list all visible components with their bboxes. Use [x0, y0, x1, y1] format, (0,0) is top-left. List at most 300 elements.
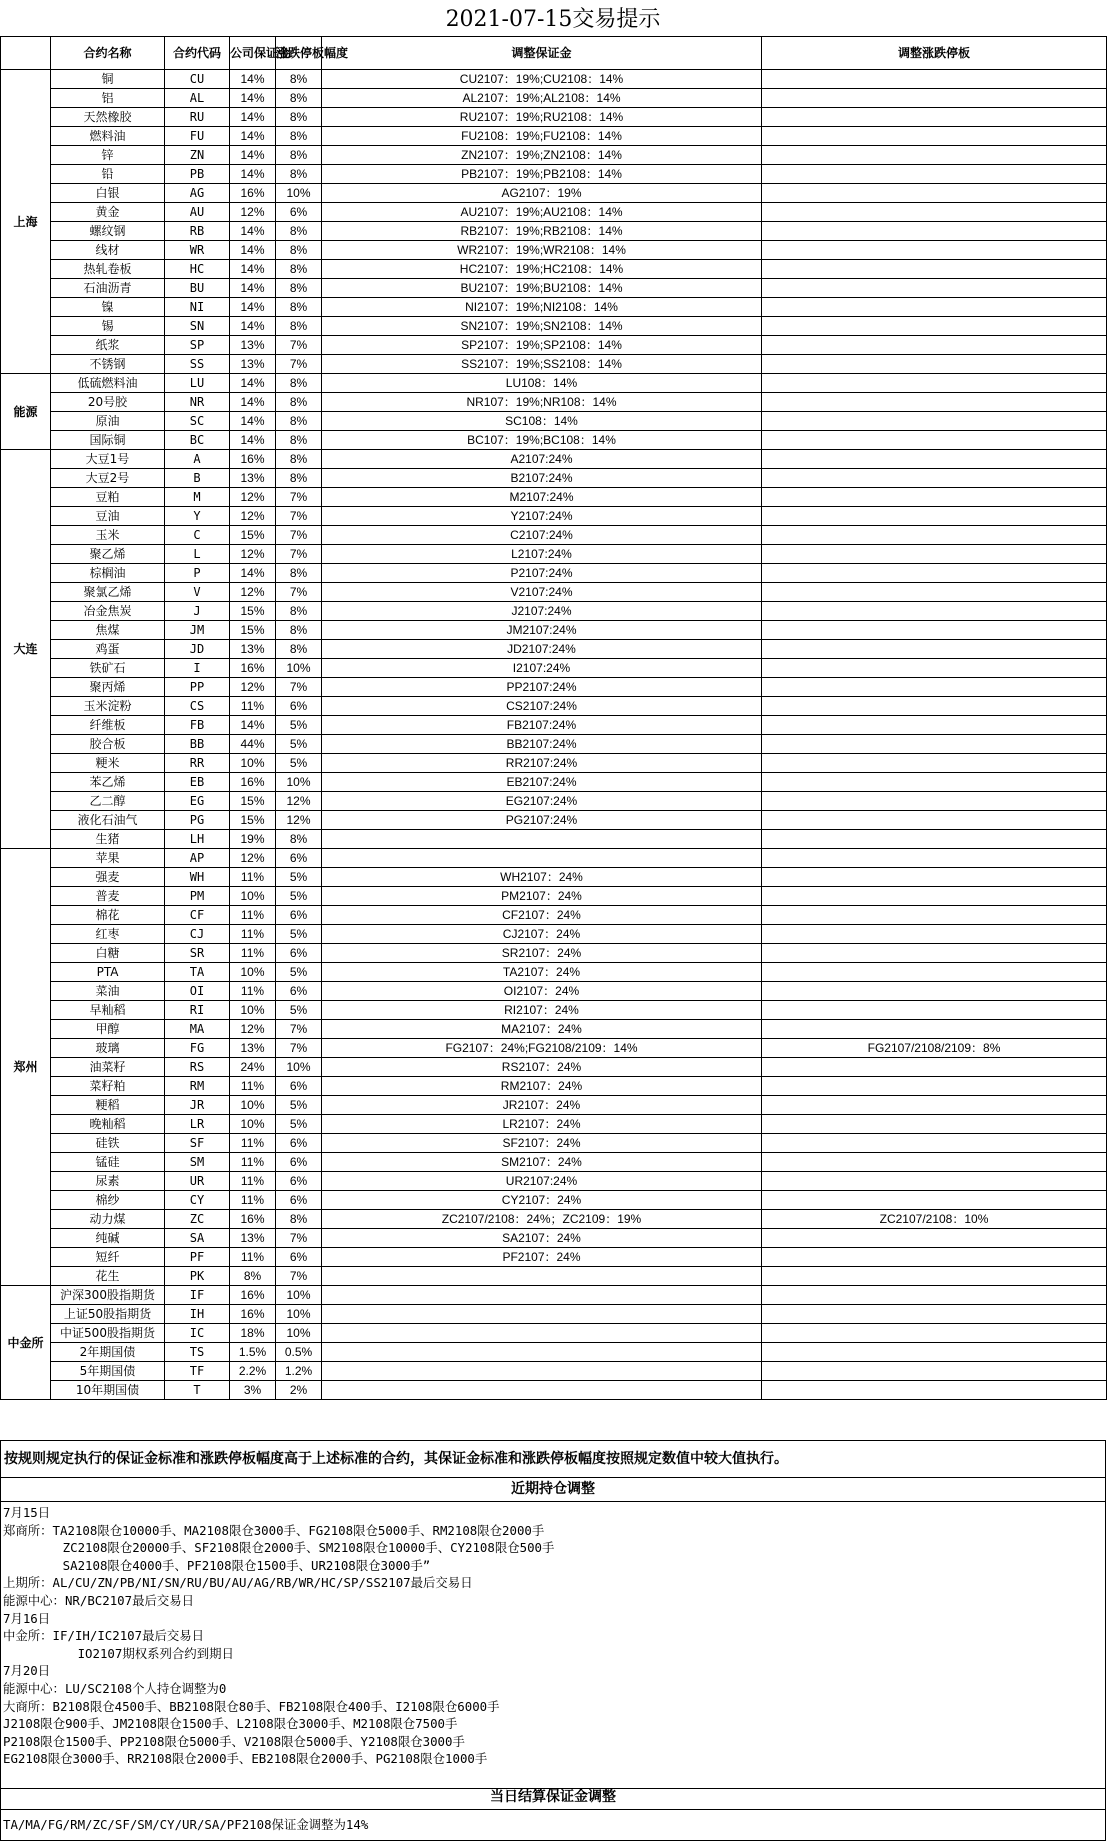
- company-margin-cell: 13%: [230, 336, 276, 355]
- company-margin-cell: 14%: [230, 564, 276, 583]
- contract-name-cell: 冶金焦炭: [51, 602, 165, 621]
- adjusted-margin-cell: EG2107:24%: [322, 792, 762, 811]
- table-header-row: [1, 37, 1107, 70]
- company-margin-cell: 12%: [230, 488, 276, 507]
- company-margin-cell: 11%: [230, 982, 276, 1001]
- contract-name-cell: 早籼稻: [51, 1001, 165, 1020]
- contract-name-cell: 铁矿石: [51, 659, 165, 678]
- adjusted-limit-cell: [762, 773, 1107, 792]
- adjusted-margin-cell: BU2107：19%;BU2108：14%: [322, 279, 762, 298]
- limit-range-cell: 8%: [276, 165, 322, 184]
- contract-name-cell: 中证500股指期货: [51, 1324, 165, 1343]
- contract-name-cell: 聚氯乙烯: [51, 583, 165, 602]
- adjusted-limit-cell: [762, 1096, 1107, 1115]
- contract-code-cell: RB: [165, 222, 230, 241]
- contract-code-cell: SP: [165, 336, 230, 355]
- company-margin-cell: 14%: [230, 716, 276, 735]
- adjusted-margin-cell: WH2107：24%: [322, 868, 762, 887]
- adjusted-margin-cell: OI2107：24%: [322, 982, 762, 1001]
- adjusted-limit-cell: [762, 1324, 1107, 1343]
- adjusted-margin-cell: [322, 1324, 762, 1343]
- contract-code-cell: IC: [165, 1324, 230, 1343]
- exchange-cell: 中金所: [1, 1286, 51, 1400]
- company-margin-cell: 24%: [230, 1058, 276, 1077]
- company-margin-cell: 11%: [230, 1077, 276, 1096]
- table-row: [1, 906, 1107, 925]
- adjusted-margin-cell: [322, 1381, 762, 1400]
- contract-name-cell: 纸浆: [51, 336, 165, 355]
- contract-name-cell: 乙二醇: [51, 792, 165, 811]
- company-margin-cell: 11%: [230, 1248, 276, 1267]
- adjusted-limit-cell: [762, 545, 1107, 564]
- contract-code-cell: BC: [165, 431, 230, 450]
- contract-name-cell: 锡: [51, 317, 165, 336]
- settlement-adjust-text: TA/MA/FG/RM/ZC/SF/SM/CY/UR/SA/PF2108保证金调整为14%: [0, 1810, 1106, 1841]
- contract-name-cell: 大豆2号: [51, 469, 165, 488]
- table-row: [1, 1172, 1107, 1191]
- table-row: [1, 621, 1107, 640]
- limit-range-cell: 6%: [276, 1191, 322, 1210]
- limit-range-cell: 8%: [276, 431, 322, 450]
- limit-range-cell: 6%: [276, 849, 322, 868]
- contract-code-cell: BU: [165, 279, 230, 298]
- adjusted-margin-cell: SS2107：19%;SS2108：14%: [322, 355, 762, 374]
- adjusted-margin-cell: WR2107：19%;WR2108：14%: [322, 241, 762, 260]
- adjusted-limit-cell: [762, 1134, 1107, 1153]
- contract-code-cell: CJ: [165, 925, 230, 944]
- adjusted-limit-cell: [762, 412, 1107, 431]
- table-row: [1, 887, 1107, 906]
- contract-code-cell: JD: [165, 640, 230, 659]
- table-row: [1, 849, 1107, 868]
- company-margin-cell: 14%: [230, 146, 276, 165]
- adjusted-limit-cell: [762, 830, 1107, 849]
- contract-name-cell: 10年期国债: [51, 1381, 165, 1400]
- table-row: [1, 355, 1107, 374]
- position-line: 7月20日: [3, 1663, 51, 1679]
- table-row: [1, 431, 1107, 450]
- adjusted-limit-cell: [762, 1191, 1107, 1210]
- table-row: [1, 963, 1107, 982]
- table-row: [1, 203, 1107, 222]
- limit-range-cell: 7%: [276, 1020, 322, 1039]
- limit-range-cell: 2%: [276, 1381, 322, 1400]
- adjusted-margin-cell: PM2107：24%: [322, 887, 762, 906]
- adjusted-limit-cell: [762, 659, 1107, 678]
- adjusted-margin-cell: P2107:24%: [322, 564, 762, 583]
- contract-code-cell: SC: [165, 412, 230, 431]
- adjusted-margin-cell: UR2107:24%: [322, 1172, 762, 1191]
- contract-code-cell: I: [165, 659, 230, 678]
- adjusted-margin-cell: PF2107：24%: [322, 1248, 762, 1267]
- adjusted-limit-cell: FG2107/2108/2109：8%: [762, 1039, 1107, 1058]
- table-row: [1, 1039, 1107, 1058]
- contract-code-cell: PK: [165, 1267, 230, 1286]
- table-row: [1, 526, 1107, 545]
- table-row: [1, 1115, 1107, 1134]
- contract-name-cell: 粳米: [51, 754, 165, 773]
- contract-name-cell: 豆粕: [51, 488, 165, 507]
- limit-range-cell: 8%: [276, 621, 322, 640]
- limit-range-cell: 8%: [276, 469, 322, 488]
- company-margin-cell: 14%: [230, 279, 276, 298]
- exchange-cell: 大连: [1, 450, 51, 849]
- adjusted-margin-cell: [322, 1267, 762, 1286]
- adjusted-limit-cell: [762, 1286, 1107, 1305]
- table-row: [1, 640, 1107, 659]
- adjusted-limit-cell: [762, 89, 1107, 108]
- company-margin-cell: 12%: [230, 1020, 276, 1039]
- limit-range-cell: 8%: [276, 89, 322, 108]
- adjusted-margin-cell: RU2107：19%;RU2108：14%: [322, 108, 762, 127]
- contract-code-cell: UR: [165, 1172, 230, 1191]
- company-margin-cell: 11%: [230, 1153, 276, 1172]
- company-margin-cell: 15%: [230, 602, 276, 621]
- table-row: [1, 279, 1107, 298]
- contract-code-cell: RI: [165, 1001, 230, 1020]
- contract-name-cell: 生猪: [51, 830, 165, 849]
- limit-range-cell: 0.5%: [276, 1343, 322, 1362]
- position-section-title: 近期持仓调整: [0, 1477, 1106, 1502]
- table-row: [1, 1267, 1107, 1286]
- adjusted-margin-cell: SC108：14%: [322, 412, 762, 431]
- contract-name-cell: 尿素: [51, 1172, 165, 1191]
- adjusted-margin-cell: RR2107:24%: [322, 754, 762, 773]
- contract-code-cell: BB: [165, 735, 230, 754]
- table-row: [1, 1324, 1107, 1343]
- adjusted-limit-cell: [762, 906, 1107, 925]
- adjusted-margin-cell: FG2107：24%;FG2108/2109：14%: [322, 1039, 762, 1058]
- contract-name-cell: 铜: [51, 70, 165, 89]
- position-line: P2108限仓1500手、PP2108限仓5000手、V2108限仓5000手、Y2108限仓3000手: [3, 1733, 465, 1749]
- table-row: [1, 298, 1107, 317]
- header-code: 合约代码: [165, 37, 230, 70]
- contract-code-cell: T: [165, 1381, 230, 1400]
- contract-name-cell: 玻璃: [51, 1039, 165, 1058]
- table-row: [1, 583, 1107, 602]
- adjusted-limit-cell: [762, 298, 1107, 317]
- company-margin-cell: 15%: [230, 792, 276, 811]
- adjusted-limit-cell: [762, 868, 1107, 887]
- company-margin-cell: 13%: [230, 355, 276, 374]
- contract-name-cell: 5年期国债: [51, 1362, 165, 1381]
- contract-code-cell: JM: [165, 621, 230, 640]
- limit-range-cell: 8%: [276, 450, 322, 469]
- company-margin-cell: 14%: [230, 222, 276, 241]
- table-row: [1, 1343, 1107, 1362]
- adjusted-limit-cell: [762, 355, 1107, 374]
- contract-code-cell: SS: [165, 355, 230, 374]
- position-line: 7月15日: [3, 1505, 51, 1520]
- adjusted-limit-cell: [762, 222, 1107, 241]
- limit-range-cell: 7%: [276, 1039, 322, 1058]
- adjusted-limit-cell: [762, 1153, 1107, 1172]
- adjusted-margin-cell: AG2107：19%: [322, 184, 762, 203]
- table-row: [1, 450, 1107, 469]
- company-margin-cell: 11%: [230, 868, 276, 887]
- table-row: [1, 1362, 1107, 1381]
- adjusted-margin-cell: NR107：19%;NR108：14%: [322, 393, 762, 412]
- limit-range-cell: 7%: [276, 336, 322, 355]
- company-margin-cell: 12%: [230, 203, 276, 222]
- header-exchange: [1, 37, 51, 70]
- table-row: [1, 89, 1107, 108]
- contract-name-cell: 黄金: [51, 203, 165, 222]
- contract-name-cell: 鸡蛋: [51, 640, 165, 659]
- limit-range-cell: 8%: [276, 1210, 322, 1229]
- contract-code-cell: SA: [165, 1229, 230, 1248]
- company-margin-cell: 14%: [230, 260, 276, 279]
- company-margin-cell: 12%: [230, 678, 276, 697]
- contract-name-cell: 菜籽粕: [51, 1077, 165, 1096]
- company-margin-cell: 10%: [230, 963, 276, 982]
- contract-code-cell: ZC: [165, 1210, 230, 1229]
- company-margin-cell: 12%: [230, 849, 276, 868]
- adjusted-margin-cell: [322, 849, 762, 868]
- limit-range-cell: 1.2%: [276, 1362, 322, 1381]
- contract-code-cell: L: [165, 545, 230, 564]
- limit-range-cell: 6%: [276, 1134, 322, 1153]
- table-row: [1, 1077, 1107, 1096]
- contract-name-cell: 玉米淀粉: [51, 697, 165, 716]
- adjusted-limit-cell: [762, 754, 1107, 773]
- contract-name-cell: 燃料油: [51, 127, 165, 146]
- limit-range-cell: 6%: [276, 1172, 322, 1191]
- company-margin-cell: 13%: [230, 1229, 276, 1248]
- adjusted-limit-cell: [762, 260, 1107, 279]
- company-margin-cell: 14%: [230, 127, 276, 146]
- contract-name-cell: 普麦: [51, 887, 165, 906]
- adjusted-margin-cell: RS2107：24%: [322, 1058, 762, 1077]
- limit-range-cell: 6%: [276, 1248, 322, 1267]
- contract-name-cell: PTA: [51, 963, 165, 982]
- table-row: [1, 412, 1107, 431]
- limit-range-cell: 8%: [276, 70, 322, 89]
- adjusted-limit-cell: [762, 811, 1107, 830]
- contract-name-cell: 苹果: [51, 849, 165, 868]
- contract-code-cell: A: [165, 450, 230, 469]
- adjusted-margin-cell: AU2107：19%;AU2108：14%: [322, 203, 762, 222]
- adjusted-margin-cell: MA2107：24%: [322, 1020, 762, 1039]
- adjusted-limit-cell: [762, 678, 1107, 697]
- contract-name-cell: 油菜籽: [51, 1058, 165, 1077]
- adjusted-limit-cell: [762, 393, 1107, 412]
- table-row: [1, 393, 1107, 412]
- company-margin-cell: 13%: [230, 1039, 276, 1058]
- table-row: [1, 982, 1107, 1001]
- adjusted-limit-cell: [762, 1020, 1107, 1039]
- limit-range-cell: 5%: [276, 925, 322, 944]
- adjusted-margin-cell: FU2108：19%;FU2108：14%: [322, 127, 762, 146]
- table-row: [1, 317, 1107, 336]
- contract-code-cell: J: [165, 602, 230, 621]
- contract-code-cell: B: [165, 469, 230, 488]
- margin-table: [0, 36, 1107, 1400]
- contract-name-cell: 线材: [51, 241, 165, 260]
- contract-code-cell: Y: [165, 507, 230, 526]
- adjusted-margin-cell: JR2107：24%: [322, 1096, 762, 1115]
- table-row: [1, 241, 1107, 260]
- table-row: [1, 488, 1107, 507]
- contract-code-cell: PM: [165, 887, 230, 906]
- table-row: [1, 602, 1107, 621]
- adjusted-limit-cell: [762, 716, 1107, 735]
- table-row: [1, 659, 1107, 678]
- contract-name-cell: 苯乙烯: [51, 773, 165, 792]
- contract-code-cell: NR: [165, 393, 230, 412]
- contract-name-cell: 2年期国债: [51, 1343, 165, 1362]
- limit-range-cell: 8%: [276, 317, 322, 336]
- adjusted-margin-cell: SF2107：24%: [322, 1134, 762, 1153]
- contract-code-cell: FU: [165, 127, 230, 146]
- adjusted-margin-cell: BB2107:24%: [322, 735, 762, 754]
- limit-range-cell: 7%: [276, 678, 322, 697]
- adjusted-margin-cell: FB2107:24%: [322, 716, 762, 735]
- contract-code-cell: TA: [165, 963, 230, 982]
- contract-code-cell: TF: [165, 1362, 230, 1381]
- contract-code-cell: SM: [165, 1153, 230, 1172]
- adjusted-limit-cell: [762, 450, 1107, 469]
- table-row: [1, 564, 1107, 583]
- contract-code-cell: WR: [165, 241, 230, 260]
- adjusted-margin-cell: SR2107：24%: [322, 944, 762, 963]
- adjusted-limit-cell: [762, 792, 1107, 811]
- limit-range-cell: 8%: [276, 260, 322, 279]
- adjusted-margin-cell: RB2107：19%;RB2108：14%: [322, 222, 762, 241]
- company-margin-cell: 15%: [230, 811, 276, 830]
- position-line: 大商所：B2108限仓4500手、BB2108限仓80手、FB2108限仓400手、I2108限仓6000手: [3, 1698, 500, 1714]
- contract-name-cell: 胶合板: [51, 735, 165, 754]
- company-margin-cell: 14%: [230, 431, 276, 450]
- company-margin-cell: 16%: [230, 1210, 276, 1229]
- contract-code-cell: CU: [165, 70, 230, 89]
- contract-code-cell: TS: [165, 1343, 230, 1362]
- adjusted-limit-cell: [762, 1077, 1107, 1096]
- contract-code-cell: CF: [165, 906, 230, 925]
- table-row: [1, 260, 1107, 279]
- adjusted-limit-cell: [762, 507, 1107, 526]
- contract-name-cell: 白银: [51, 184, 165, 203]
- adjusted-margin-cell: A2107:24%: [322, 450, 762, 469]
- limit-range-cell: 5%: [276, 963, 322, 982]
- limit-range-cell: 10%: [276, 659, 322, 678]
- adjusted-margin-cell: SM2107：24%: [322, 1153, 762, 1172]
- limit-range-cell: 6%: [276, 944, 322, 963]
- contract-code-cell: PG: [165, 811, 230, 830]
- contract-name-cell: 锌: [51, 146, 165, 165]
- company-margin-cell: 16%: [230, 659, 276, 678]
- table-row: [1, 1381, 1107, 1400]
- contract-code-cell: AP: [165, 849, 230, 868]
- contract-code-cell: HC: [165, 260, 230, 279]
- company-margin-cell: 14%: [230, 241, 276, 260]
- contract-code-cell: NI: [165, 298, 230, 317]
- adjusted-margin-cell: V2107:24%: [322, 583, 762, 602]
- contract-name-cell: 棕榈油: [51, 564, 165, 583]
- contract-name-cell: 上证50股指期货: [51, 1305, 165, 1324]
- company-margin-cell: 15%: [230, 526, 276, 545]
- settlement-section-title: 当日结算保证金调整: [0, 1785, 1106, 1810]
- contract-code-cell: CS: [165, 697, 230, 716]
- adjusted-margin-cell: EB2107:24%: [322, 773, 762, 792]
- adjusted-limit-cell: [762, 564, 1107, 583]
- adjusted-limit-cell: [762, 431, 1107, 450]
- exchange-cell: 郑州: [1, 849, 51, 1286]
- adjusted-margin-cell: NI2107：19%;NI2108：14%: [322, 298, 762, 317]
- company-margin-cell: 11%: [230, 1191, 276, 1210]
- adjusted-margin-cell: CF2107：24%: [322, 906, 762, 925]
- contract-code-cell: FG: [165, 1039, 230, 1058]
- position-line: 中金所：IF/IH/IC2107最后交易日: [3, 1628, 205, 1644]
- company-margin-cell: 12%: [230, 583, 276, 602]
- limit-range-cell: 12%: [276, 792, 322, 811]
- table-row: [1, 1058, 1107, 1077]
- adjusted-limit-cell: [762, 583, 1107, 602]
- adjusted-limit-cell: [762, 184, 1107, 203]
- table-row: [1, 545, 1107, 564]
- adjusted-margin-cell: CS2107:24%: [322, 697, 762, 716]
- company-margin-cell: 11%: [230, 697, 276, 716]
- table-row: [1, 754, 1107, 773]
- contract-name-cell: 国际铜: [51, 431, 165, 450]
- company-margin-cell: 16%: [230, 450, 276, 469]
- adjusted-margin-cell: JM2107:24%: [322, 621, 762, 640]
- limit-range-cell: 7%: [276, 526, 322, 545]
- position-line: 能源中心：NR/BC2107最后交易日: [3, 1592, 195, 1608]
- limit-range-cell: 8%: [276, 146, 322, 165]
- contract-code-cell: IF: [165, 1286, 230, 1305]
- adjusted-margin-cell: [322, 830, 762, 849]
- table-row: [1, 108, 1107, 127]
- limit-range-cell: 6%: [276, 203, 322, 222]
- company-margin-cell: 14%: [230, 393, 276, 412]
- table-row: [1, 1096, 1107, 1115]
- adjusted-margin-cell: HC2107：19%;HC2108：14%: [322, 260, 762, 279]
- contract-name-cell: 纯碱: [51, 1229, 165, 1248]
- adjusted-limit-cell: [762, 1362, 1107, 1381]
- contract-name-cell: 粳稻: [51, 1096, 165, 1115]
- page-title: 2021-07-15交易提示: [445, 7, 661, 32]
- contract-code-cell: RU: [165, 108, 230, 127]
- header-adj-limit: 调整涨跌停板: [762, 37, 1107, 70]
- contract-name-cell: 硅铁: [51, 1134, 165, 1153]
- adjusted-limit-cell: [762, 1381, 1107, 1400]
- limit-range-cell: 6%: [276, 906, 322, 925]
- table-row: [1, 127, 1107, 146]
- limit-range-cell: 5%: [276, 1001, 322, 1020]
- company-margin-cell: 16%: [230, 773, 276, 792]
- adjusted-limit-cell: [762, 70, 1107, 89]
- contract-code-cell: ZN: [165, 146, 230, 165]
- contract-name-cell: 豆油: [51, 507, 165, 526]
- table-row: [1, 1001, 1107, 1020]
- contract-name-cell: 大豆1号: [51, 450, 165, 469]
- adjusted-limit-cell: [762, 526, 1107, 545]
- limit-range-cell: 8%: [276, 222, 322, 241]
- adjusted-limit-cell: [762, 602, 1107, 621]
- limit-range-cell: 8%: [276, 602, 322, 621]
- adjusted-limit-cell: [762, 735, 1107, 754]
- adjusted-limit-cell: [762, 1172, 1107, 1191]
- contract-code-cell: EB: [165, 773, 230, 792]
- limit-range-cell: 5%: [276, 887, 322, 906]
- adjusted-limit-cell: [762, 279, 1107, 298]
- contract-name-cell: 石油沥青: [51, 279, 165, 298]
- table-row: [1, 1286, 1107, 1305]
- adjusted-limit-cell: [762, 697, 1107, 716]
- table-row: [1, 697, 1107, 716]
- adjusted-limit-cell: [762, 944, 1107, 963]
